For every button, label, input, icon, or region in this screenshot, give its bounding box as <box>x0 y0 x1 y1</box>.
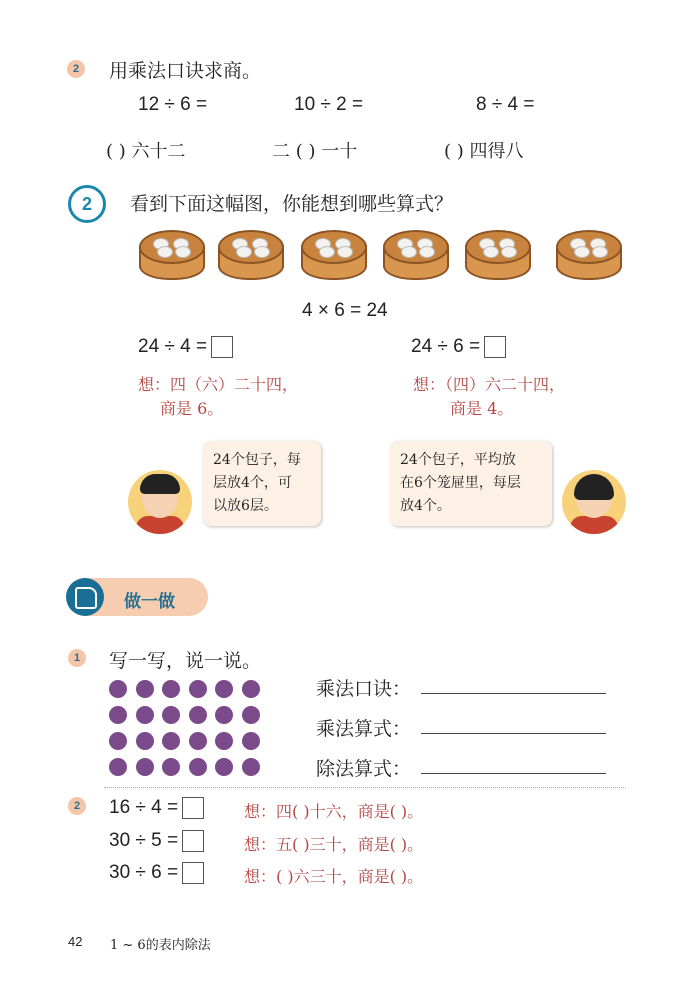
think-hint: 想：( )六三十，商是( )。 <box>244 867 424 886</box>
rhyme: ( ) 四得八 <box>444 141 524 162</box>
answer-line[interactable] <box>421 733 606 734</box>
dot <box>189 732 207 750</box>
steamer-basket-icon <box>139 230 205 282</box>
dot <box>162 732 180 750</box>
think-hint: 想：四( )十六，商是( )。 <box>244 802 424 821</box>
dot <box>162 706 180 724</box>
answer-line[interactable] <box>421 693 606 694</box>
dot <box>109 732 127 750</box>
answer-box[interactable] <box>182 862 204 884</box>
steamer-basket-icon <box>218 230 284 282</box>
dot <box>162 680 180 698</box>
dot <box>215 680 233 698</box>
dot <box>136 706 154 724</box>
dot <box>215 732 233 750</box>
dot <box>189 758 207 776</box>
question-title: 写一写，说一说。 <box>109 650 262 672</box>
equation-text: 30 ÷ 5 = <box>109 830 179 852</box>
page-number: 42 <box>68 934 83 949</box>
chapter-title: 1 ~ 6的表内除法 <box>110 938 211 953</box>
think-hint: 想：（四）六二十四， <box>413 375 566 394</box>
division-equation-left <box>138 336 233 358</box>
field-label: 乘法口诀： <box>316 678 412 700</box>
equation-text: 24 ÷ 4 = <box>138 336 208 358</box>
answer-box[interactable] <box>484 336 506 358</box>
dot <box>109 680 127 698</box>
question-badge: 1 <box>68 649 86 667</box>
steamer-basket-icon <box>556 230 622 282</box>
dot <box>136 758 154 776</box>
steamer-basket-icon <box>301 230 367 282</box>
field-label: 除法算式： <box>316 758 412 780</box>
speech-line: 在6个笼屉里，每层 <box>400 475 521 491</box>
dot <box>242 680 260 698</box>
dot <box>109 706 127 724</box>
answer-box[interactable] <box>182 830 204 852</box>
steamer-basket-icon <box>383 230 449 282</box>
speech-line: 24个包子，每 <box>213 452 301 468</box>
dot <box>136 680 154 698</box>
divider <box>104 787 626 788</box>
answer-line[interactable] <box>421 773 606 774</box>
dot <box>189 680 207 698</box>
equation-text: 16 ÷ 4 = <box>109 797 179 819</box>
multiplication-equation: 4 × 6 = 24 <box>302 300 388 321</box>
practice-icon <box>66 578 104 616</box>
think-hint: 想：五( )三十，商是( )。 <box>244 835 424 854</box>
answer-box[interactable] <box>182 797 204 819</box>
steamer-basket-icon <box>465 230 531 282</box>
exercise-badge: 2 <box>67 60 85 78</box>
equation: 12 ÷ 6 = <box>138 94 208 115</box>
rhyme: 二 ( ) 一十 <box>272 141 358 162</box>
equation-text: 30 ÷ 6 = <box>109 862 179 884</box>
dot <box>242 758 260 776</box>
equation: 8 ÷ 4 = <box>476 94 535 115</box>
rhyme: ( ) 六十二 <box>106 141 186 162</box>
boy-avatar <box>128 470 192 534</box>
dot <box>242 706 260 724</box>
practice-tab-label: 做一做 <box>124 592 175 612</box>
speech-line: 以放6层。 <box>213 498 278 514</box>
division-equation-right <box>411 336 506 358</box>
division-equation <box>109 797 204 819</box>
girl-speech-bubble <box>390 441 552 526</box>
dot <box>215 758 233 776</box>
think-hint: 想：四（六）二十四， <box>138 375 299 394</box>
think-hint: 商是 4。 <box>450 399 514 418</box>
field-label: 乘法算式： <box>316 718 412 740</box>
speech-line: 放4个。 <box>400 498 451 514</box>
dot <box>215 706 233 724</box>
dot <box>242 732 260 750</box>
example-question: 看到下面这幅图，你能想到哪些算式？ <box>130 193 454 215</box>
girl-avatar <box>562 470 626 534</box>
division-equation <box>109 862 204 884</box>
boy-speech-bubble <box>203 441 321 526</box>
dot <box>162 758 180 776</box>
equation-text: 24 ÷ 6 = <box>411 336 481 358</box>
think-hint: 商是 6。 <box>160 399 224 418</box>
example-number-badge: 2 <box>68 185 106 223</box>
equation: 10 ÷ 2 = <box>294 94 364 115</box>
speech-line: 层放4个，可 <box>213 475 292 491</box>
dot <box>189 706 207 724</box>
speech-line: 24个包子，平均放 <box>400 452 516 468</box>
division-equation <box>109 830 204 852</box>
question-badge: 2 <box>68 797 86 815</box>
dot <box>136 732 154 750</box>
exercise-title: 用乘法口诀求商。 <box>109 60 262 82</box>
answer-box[interactable] <box>211 336 233 358</box>
dot <box>109 758 127 776</box>
